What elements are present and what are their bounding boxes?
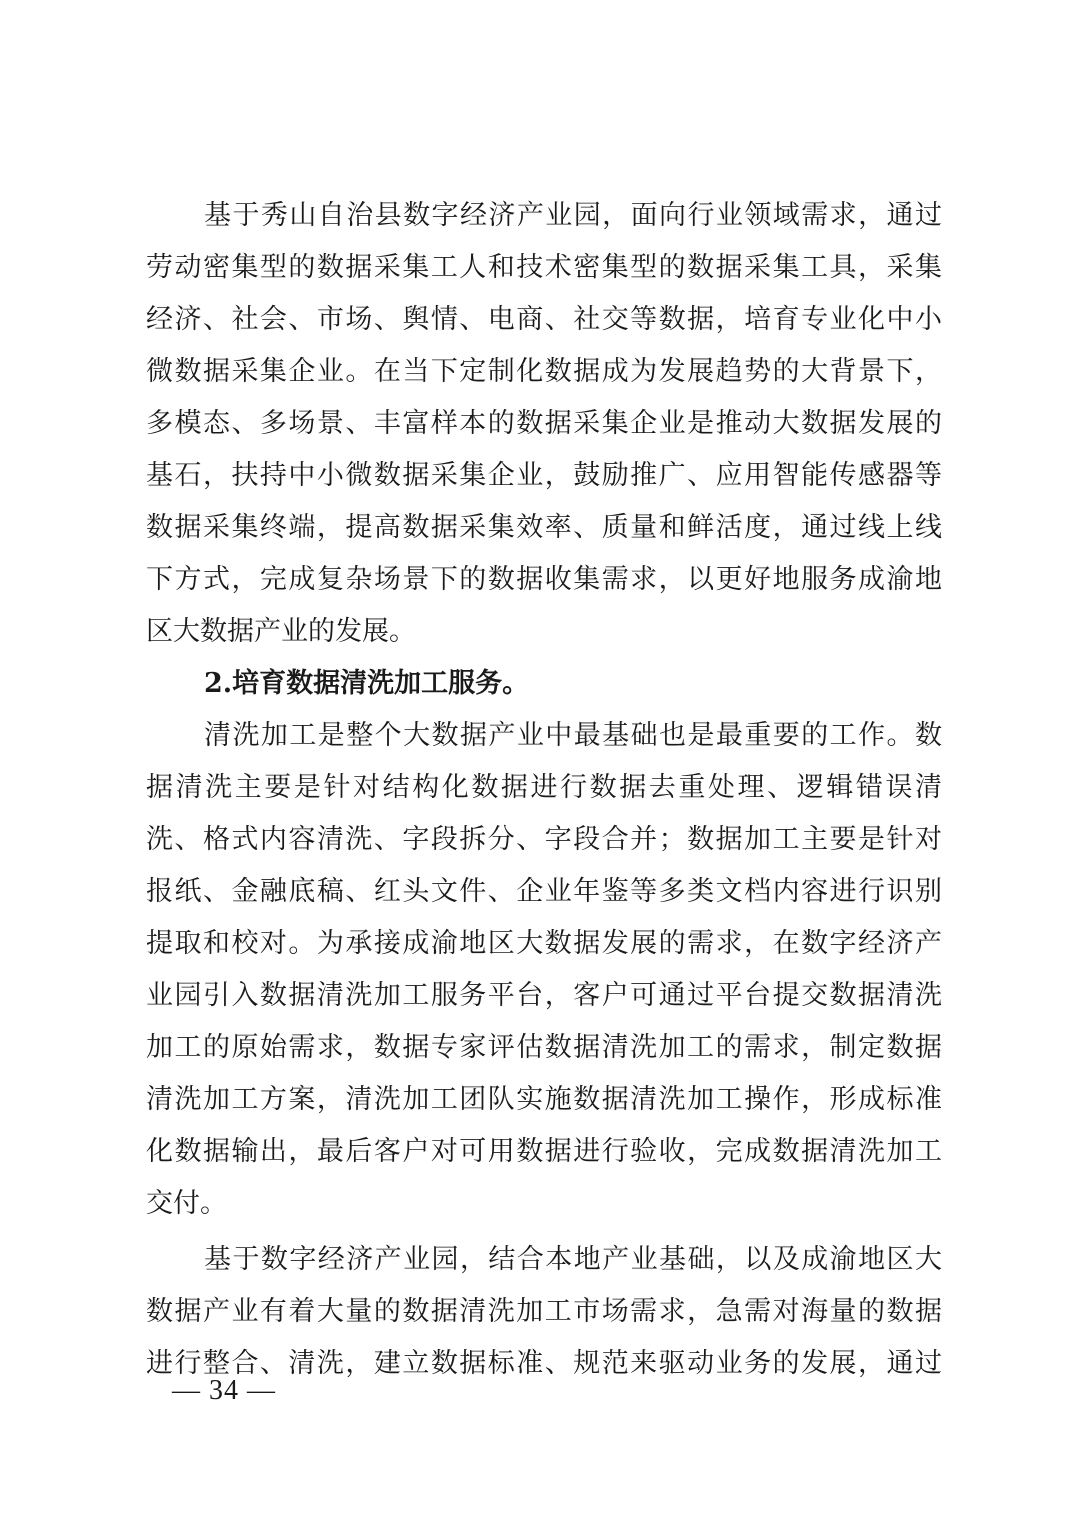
text-line: 进行整合、清洗，建立数据标准、规范来驱动业务的发展，通过 [146, 1348, 942, 1379]
text-line: 基于秀山自治县数字经济产业园，面向行业领域需求，通过 [204, 200, 942, 231]
text-line: 数据采集终端，提高数据采集效率、质量和鲜活度，通过线上线 [146, 512, 942, 543]
text-line: 经济、社会、市场、舆情、电商、社交等数据，培育专业化中小 [146, 304, 942, 335]
paragraph-industrial-park [146, 1234, 942, 1390]
page-number: — 34 — [172, 1375, 276, 1406]
text-line: 区大数据产业的发展。 [146, 616, 416, 647]
paragraph-data-collection [146, 190, 942, 658]
text-line: 基于数字经济产业园，结合本地产业基础，以及成渝地区大 [204, 1244, 942, 1275]
text-line: 洗、格式内容清洗、字段拆分、字段合并；数据加工主要是针对 [146, 824, 942, 855]
text-line: 交付。 [146, 1188, 227, 1219]
text-line: 业园引入数据清洗加工服务平台，客户可通过平台提交数据清洗 [146, 980, 942, 1011]
text-line: 微数据采集企业。在当下定制化数据成为发展趋势的大背景下， [146, 356, 942, 387]
text-line: 报纸、金融底稿、红头文件、企业年鉴等多类文档内容进行识别 [146, 876, 942, 907]
text-line: 多模态、多场景、丰富样本的数据采集企业是推动大数据发展的 [146, 408, 942, 439]
text-line: 据清洗主要是针对结构化数据进行数据去重处理、逻辑错误清 [146, 772, 942, 803]
paragraph-data-cleaning [146, 710, 942, 1230]
text-line: 提取和校对。为承接成渝地区大数据发展的需求，在数字经济产 [146, 928, 942, 959]
document-body [146, 190, 942, 1390]
text-line: 清洗加工方案，清洗加工团队实施数据清洗加工操作，形成标准 [146, 1084, 942, 1115]
section-heading: 2.培育数据清洗加工服务。 [204, 668, 530, 699]
text-line: 清洗加工是整个大数据产业中最基础也是最重要的工作。数 [204, 720, 942, 751]
text-line: 加工的原始需求，数据专家评估数据清洗加工的需求，制定数据 [146, 1032, 942, 1063]
text-line: 基石，扶持中小微数据采集企业，鼓励推广、应用智能传感器等 [146, 460, 942, 491]
text-line: 劳动密集型的数据采集工人和技术密集型的数据采集工具，采集 [146, 252, 942, 283]
text-line: 数据产业有着大量的数据清洗加工市场需求，急需对海量的数据 [146, 1296, 942, 1327]
text-line: 化数据输出，最后客户对可用数据进行验收，完成数据清洗加工 [146, 1136, 942, 1167]
text-line: 下方式，完成复杂场景下的数据收集需求，以更好地服务成渝地 [146, 564, 942, 595]
